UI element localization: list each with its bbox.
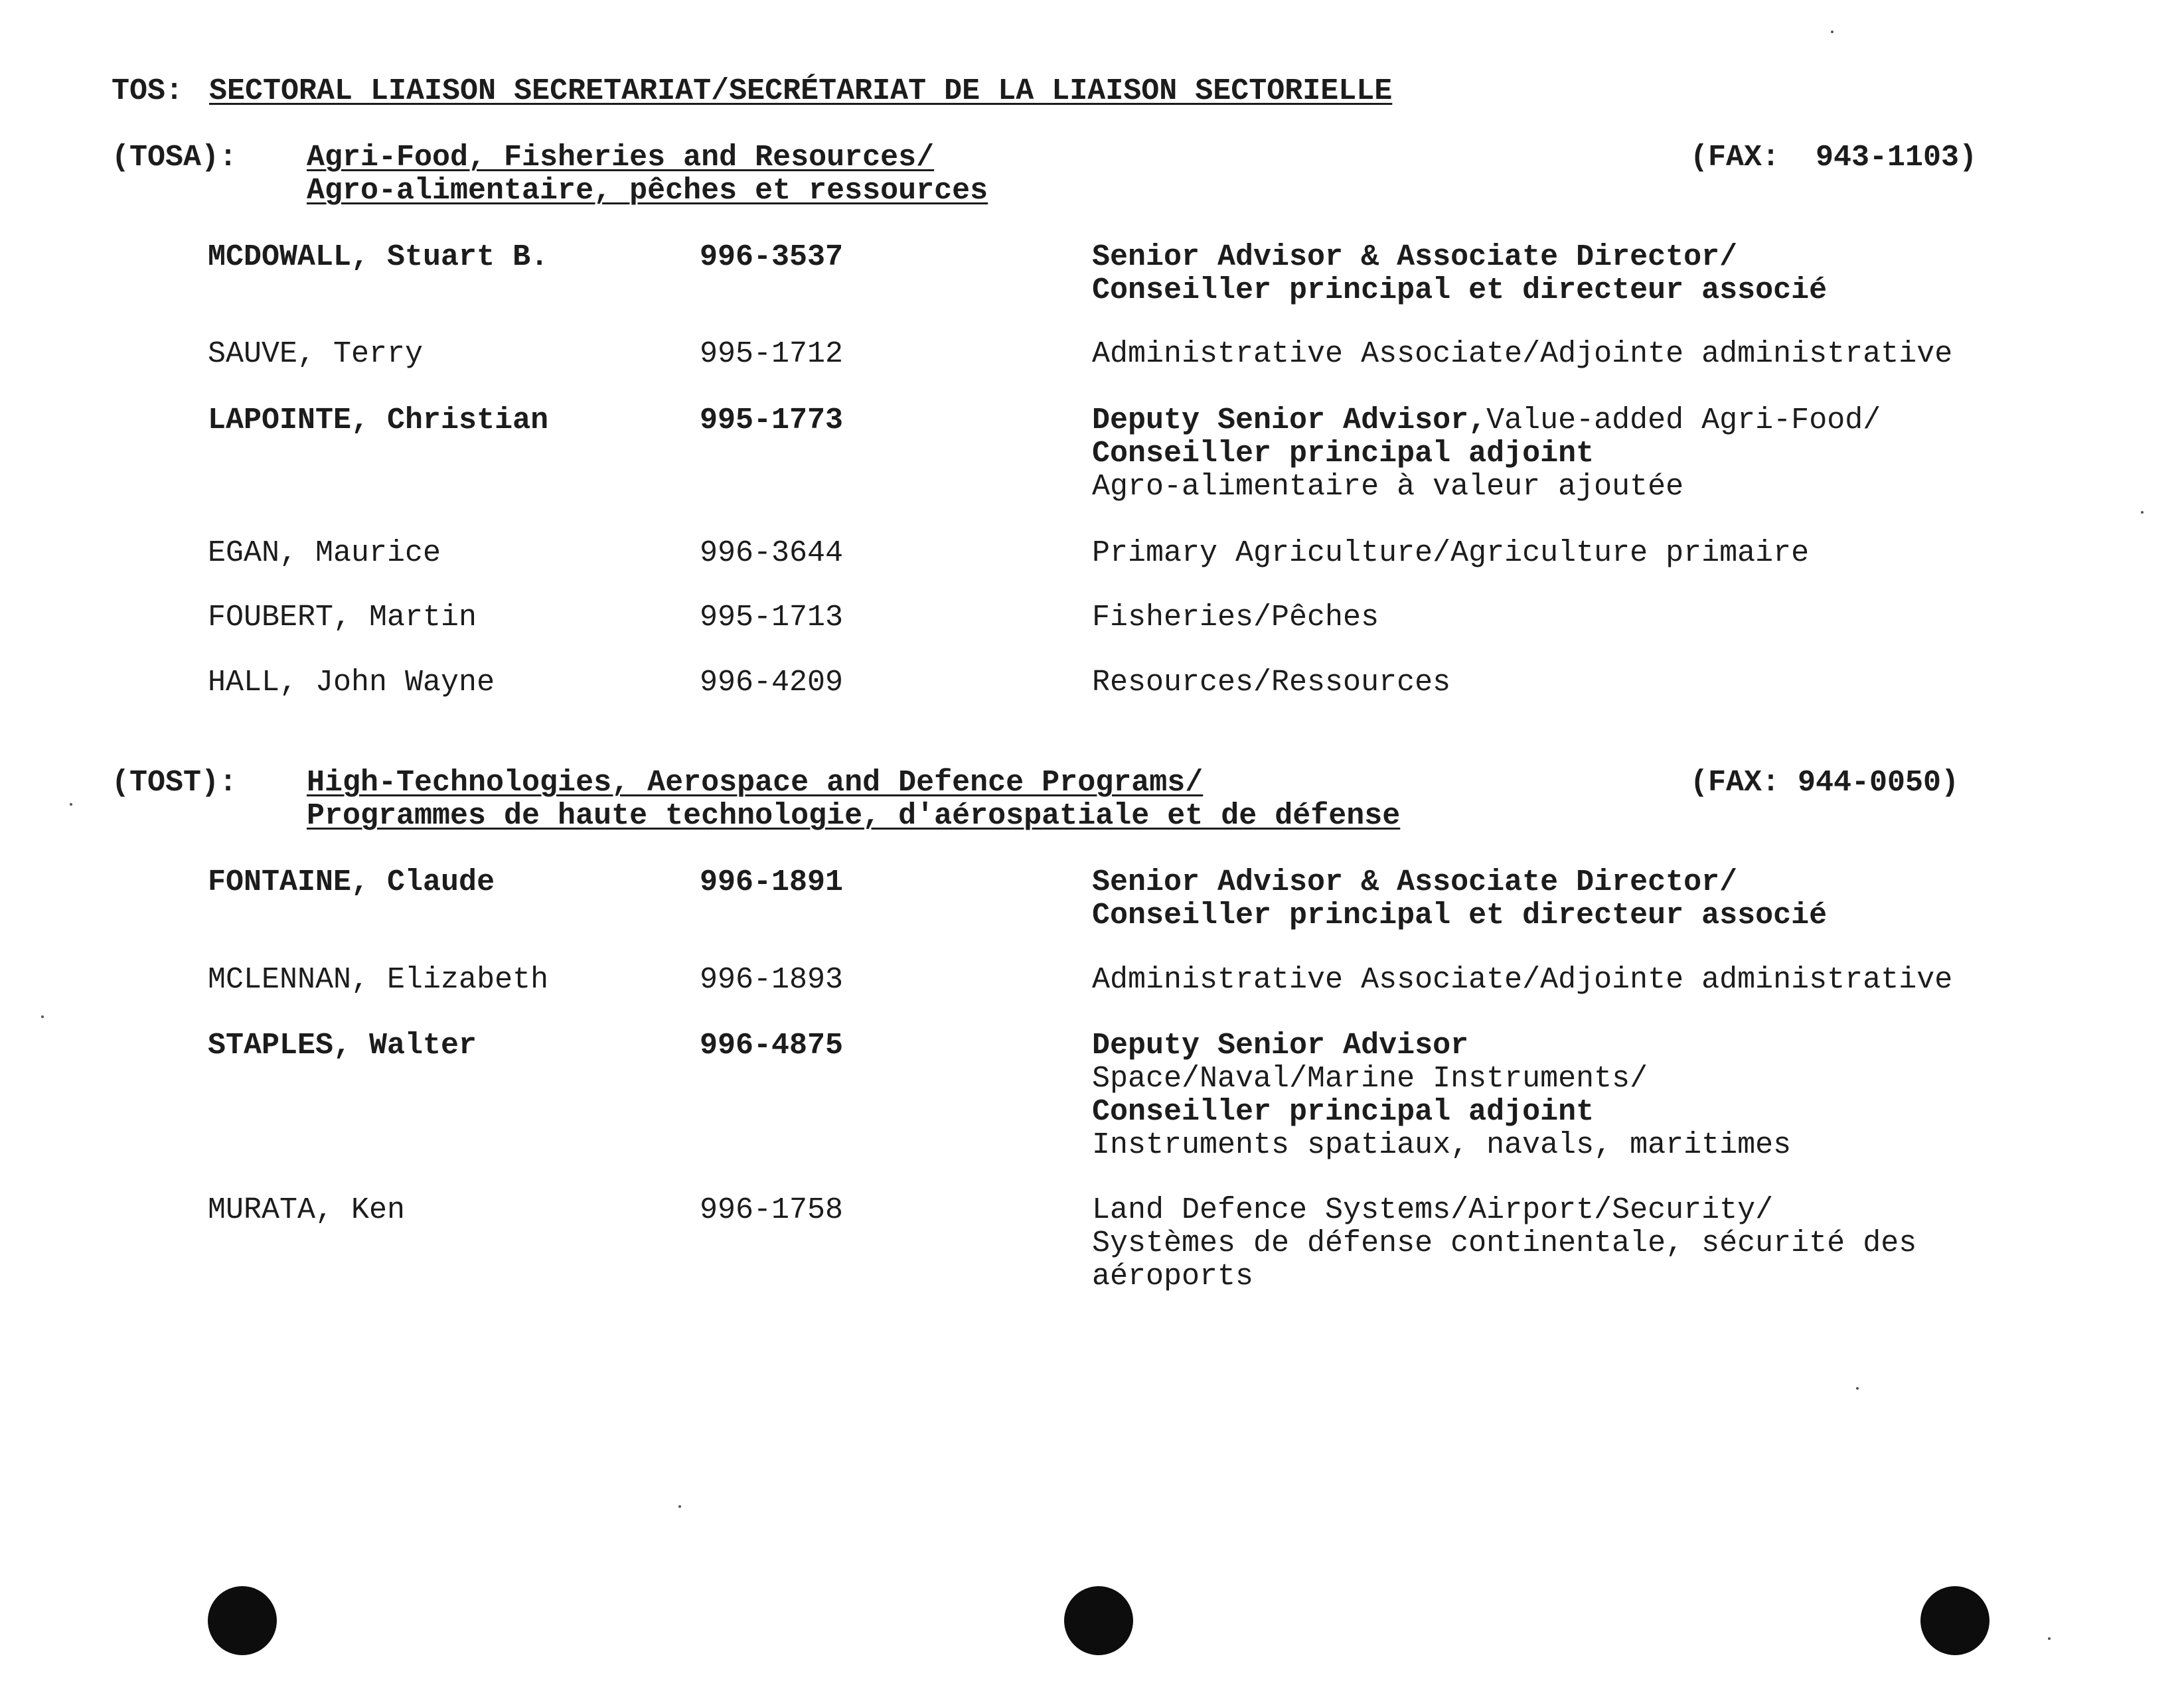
contact-phone: 996-3644 bbox=[700, 536, 844, 570]
scan-speck bbox=[1831, 31, 1833, 33]
contact-name: LAPOINTE, Christian bbox=[208, 404, 549, 437]
contact-phone: 995-1773 bbox=[700, 404, 844, 437]
scan-speck bbox=[70, 803, 72, 806]
contact-name: FONTAINE, Claude bbox=[208, 865, 495, 899]
section-name-tosa-fr: Agro-alimentaire, pêches et ressources bbox=[307, 174, 988, 208]
contact-role: Space/Naval/Marine Instruments/ bbox=[1092, 1062, 1648, 1096]
contact-phone: 996-4209 bbox=[700, 666, 844, 700]
contact-phone: 995-1712 bbox=[700, 337, 844, 371]
contact-role: aéroports bbox=[1092, 1260, 1254, 1293]
scan-speck bbox=[2141, 511, 2144, 514]
contact-phone: 996-3537 bbox=[700, 240, 844, 274]
contact-role bbox=[1092, 404, 1881, 437]
scan-speck bbox=[41, 1015, 44, 1018]
section-name-tost-fr: Programmes de haute technologie, d'aérospatiale et de défense bbox=[307, 799, 1401, 833]
contact-role: Conseiller principal et directeur associé bbox=[1092, 273, 1828, 307]
section-code-tosa: (TOSA): bbox=[112, 141, 238, 175]
header-prefix: TOS: bbox=[112, 74, 184, 108]
contact-phone: 996-1893 bbox=[700, 963, 844, 997]
contact-role: Land Defence Systems/Airport/Security/ bbox=[1092, 1193, 1774, 1227]
contact-phone: 995-1713 bbox=[700, 601, 844, 634]
contact-name: EGAN, Maurice bbox=[208, 536, 441, 570]
binder-hole-left bbox=[208, 1586, 277, 1655]
contact-role-rest: Value-added Agri-Food/ bbox=[1486, 404, 1881, 437]
section-fax-tosa: (FAX: 943-1103) bbox=[1690, 141, 1978, 175]
contact-role: Senior Advisor & Associate Director/ bbox=[1092, 865, 1738, 899]
section-code-tost: (TOST): bbox=[112, 766, 238, 800]
section-fax-tost: (FAX: 944-0050) bbox=[1690, 766, 1960, 800]
section-name-tost-en: High-Technologies, Aerospace and Defence Programs/ bbox=[307, 766, 1204, 800]
contact-role: Conseiller principal adjoint bbox=[1092, 1095, 1595, 1129]
contact-role: Conseiller principal adjoint bbox=[1092, 437, 1595, 471]
contact-name: SAUVE, Terry bbox=[208, 337, 424, 371]
page-title: SECTORAL LIAISON SECRETARIAT/SECRÉTARIAT DE LA LIAISON SECTORIELLE bbox=[209, 74, 1393, 108]
contact-name: MCLENNAN, Elizabeth bbox=[208, 963, 549, 997]
contact-role: Systèmes de défense continentale, sécurité des bbox=[1092, 1226, 1917, 1260]
contact-role: Instruments spatiaux, navals, maritimes bbox=[1092, 1128, 1792, 1162]
contact-role: Deputy Senior Advisor bbox=[1092, 1029, 1469, 1063]
contact-phone: 996-4875 bbox=[700, 1029, 844, 1063]
contact-name: STAPLES, Walter bbox=[208, 1029, 477, 1063]
contact-name: MCDOWALL, Stuart B. bbox=[208, 240, 549, 274]
contact-name: MURATA, Ken bbox=[208, 1193, 406, 1227]
contact-role: Conseiller principal et directeur associé bbox=[1092, 899, 1828, 932]
contact-phone: 996-1758 bbox=[700, 1193, 844, 1227]
contact-role: Administrative Associate/Adjointe administrative bbox=[1092, 337, 1953, 371]
contact-name: FOUBERT, Martin bbox=[208, 601, 477, 634]
binder-hole-center bbox=[1064, 1586, 1133, 1655]
section-name-tosa-en: Agri-Food, Fisheries and Resources/ bbox=[307, 141, 935, 175]
scan-speck bbox=[678, 1505, 681, 1508]
contact-role: Senior Advisor & Associate Director/ bbox=[1092, 240, 1738, 274]
contact-name: HALL, John Wayne bbox=[208, 666, 495, 700]
contact-role: Fisheries/Pêches bbox=[1092, 601, 1379, 634]
scan-speck bbox=[1856, 1387, 1859, 1390]
contact-role: Resources/Ressources bbox=[1092, 666, 1451, 700]
scan-speck bbox=[2048, 1637, 2051, 1640]
contact-role-bold: Deputy Senior Advisor, bbox=[1092, 404, 1487, 437]
binder-hole-right bbox=[1920, 1586, 1989, 1655]
contact-role: Administrative Associate/Adjointe administrative bbox=[1092, 963, 1953, 997]
contact-role: Agro-alimentaire à valeur ajoutée bbox=[1092, 470, 1684, 504]
contact-phone: 996-1891 bbox=[700, 865, 844, 899]
contact-role: Primary Agriculture/Agriculture primaire bbox=[1092, 536, 1810, 570]
